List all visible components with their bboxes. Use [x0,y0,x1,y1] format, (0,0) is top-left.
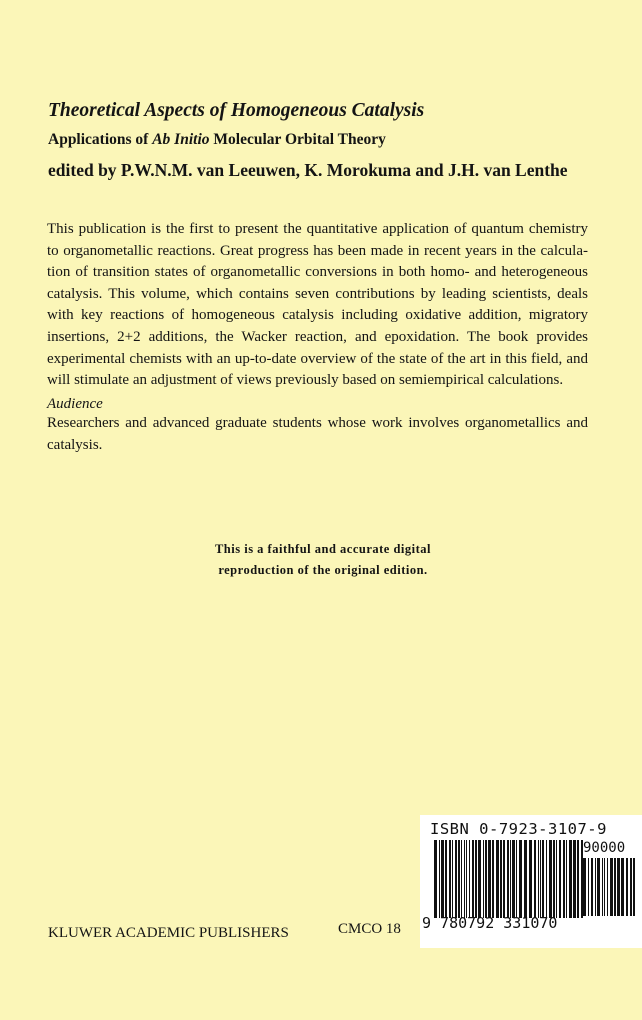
reproduction-notice [150,539,496,581]
barcode-bar [461,840,462,918]
barcode-bar [577,840,579,918]
barcode-bar [633,858,635,916]
barcode-bar [553,840,555,918]
reproduction-line-2: reproduction of the original edition. [218,563,428,577]
barcode-bar [538,840,539,918]
barcode-bar [549,840,552,918]
barcode-bar [483,840,484,918]
addon-barcode-graphic [583,858,639,916]
ean-digits: 9 780792 331070 [422,914,558,932]
barcode-bar [524,840,527,918]
series-code: CMCO 18 [338,921,401,937]
reproduction-line-1: This is a faithful and accurate digital [214,542,432,556]
barcode-bar [503,840,505,918]
subtitle-italic: Ab Initio [152,131,210,148]
barcode-bar [488,840,491,918]
addon-code: 90000 [583,840,626,856]
barcode-bar [610,858,613,916]
editors-line: edited by P.W.N.M. van Leeuwen, K. Morokuma and J.H. van Lenthe [48,160,568,180]
barcode-bar [597,858,600,916]
barcode-bar [566,840,567,918]
barcode-bar [469,840,470,918]
barcode-bar [445,840,447,918]
barcode-bar [466,840,467,918]
barcode-bar [617,858,620,916]
barcode-bar [556,840,557,918]
description-paragraph: This publication is the first to present the quantitative application of quantum chemistry to organometallic reactions. Great progress has been made in recent years in the calcula-tion of transition states of organometallic conversions in both homo- and heterogeneous catalysis. This volume, which contains seven contributions by leading scientists, deals with key reactions of homogeneous catalysis including oxidative addition, migratory insertions, 2+2 additions, the Wacker reaction, and epoxidation. The book provides experimental chemists with an up-to-date overview of the state of the art in this field, and will stimulate an adjustment of views previously based on semiempirical calculations. [47,221,588,389]
barcode-bar [569,840,572,918]
barcode-bar [434,840,437,918]
barcode-bar [591,858,593,916]
barcode-bar [534,840,536,918]
barcode-bar [519,840,522,918]
subtitle-suffix: Molecular Orbital Theory [209,131,386,148]
barcode-bar [478,840,481,918]
ean-barcode-graphic [434,840,584,918]
barcode-bar [529,840,532,918]
barcode-bar [630,858,632,916]
barcode-bar [626,858,628,916]
barcode-bar [604,858,605,916]
barcode-bar [496,840,499,918]
barcode-bar [563,840,565,918]
barcode-bar [455,840,457,918]
barcode-bar [510,840,511,918]
barcode-bar [542,840,544,918]
barcode-bar [516,840,517,918]
barcode-bar [439,840,440,918]
barcode-bar [500,840,502,918]
subtitle-prefix: Applications of [48,131,153,148]
audience-text: Researchers and advanced graduate students whose work involves organometallics and catalysis. [47,415,588,453]
barcode-bar [472,840,474,918]
barcode-bar [512,840,515,918]
barcode-bar [588,858,589,916]
barcode-bar [602,858,603,916]
audience-heading: Audience [47,396,103,412]
isbn-label: ISBN 0-7923-3107-9 [430,820,607,838]
barcode-bar [583,858,586,916]
barcode-bar [452,840,453,918]
book-title: Theoretical Aspects of Homogeneous Catalysis [48,100,425,121]
publisher-name: KLUWER ACADEMIC PUBLISHERS [48,925,289,941]
barcode-bar [492,840,494,918]
barcode-bar [546,840,547,918]
book-subtitle [48,131,608,149]
barcode-bar [559,840,561,918]
barcode-bar [485,840,487,918]
barcode-bar [507,840,509,918]
barcode-bar [595,858,596,916]
barcode-bar [449,840,451,918]
barcode-bar [607,858,608,916]
barcode-bar [621,858,624,916]
barcode-bar [614,858,616,916]
barcode-bar [441,840,444,918]
barcode-bar [458,840,460,918]
barcode-bar [573,840,576,918]
barcode-bar [540,840,541,918]
barcode-bar [475,840,477,918]
barcode-bar [464,840,465,918]
